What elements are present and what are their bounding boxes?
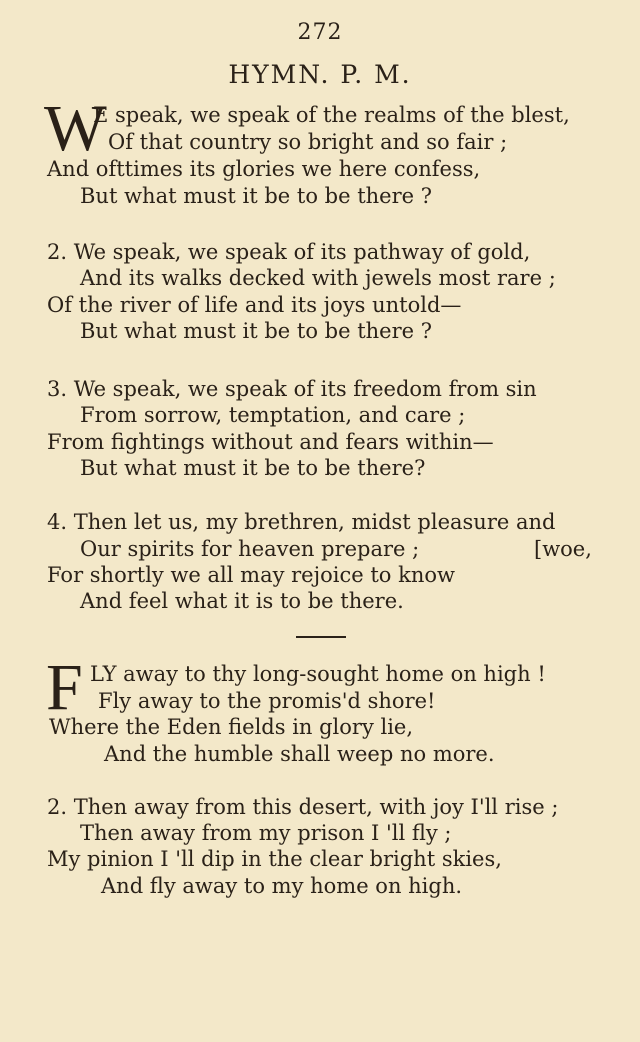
hymn-title: HYMN. P. M.: [228, 60, 412, 89]
hymn1-verse1-line3: And ofttimes its glories we here confess,: [47, 157, 481, 181]
hymn1-verse3-line4: But what must it be to be there?: [80, 456, 426, 480]
hymn1-verse1-line4: But what must it be to be there ?: [80, 184, 433, 208]
hymn1-verse2-line4: But what must it be to be there ?: [80, 319, 433, 343]
hymn1-verse3-line3: From fightings without and fears within—: [47, 430, 494, 454]
hymn2-verse2-line4: And fly away to my home on high.: [101, 874, 463, 898]
hymn2-verse2-line1: 2. Then away from this desert, with joy I'll rise ;: [47, 795, 559, 819]
hymn1-verse1-line1: E speak, we speak of the realms of the blest,: [93, 103, 570, 127]
hymn2-verse1-line4: And the humble shall weep no more.: [104, 742, 495, 766]
hymn1-verse4-line1: 4. Then let us, my brethren, midst pleasure and: [47, 510, 556, 534]
section-divider: [296, 636, 346, 638]
hymn1-verse1-line2: Of that country so bright and so fair ;: [108, 130, 508, 154]
hymn1-verse2-line2: And its walks decked with jewels most rare ;: [80, 266, 556, 290]
hymn1-verse4-line4: And feel what it is to be there.: [80, 589, 404, 613]
hymn2-verse2-line2: Then away from my prison I 'll fly ;: [80, 821, 452, 845]
hymn1-verse4-line3: For shortly we all may rejoice to know: [47, 563, 455, 587]
hymn2-verse1-line3: Where the Eden fields in glory lie,: [49, 715, 414, 739]
hymn1-verse3-line2: From sorrow, temptation, and care ;: [80, 403, 466, 427]
hymn1-verse4-line2: Our spirits for heaven prepare ;: [80, 537, 420, 561]
hymn2-verse1-line1: LY away to thy long-sought home on high !: [90, 662, 546, 686]
hymn1-verse2-line1: 2. We speak, we speak of its pathway of gold,: [47, 240, 531, 264]
drop-cap-f: F: [46, 651, 83, 724]
page-number: 272: [297, 20, 343, 45]
hymn2-verse2-line3: My pinion I 'll dip in the clear bright skies,: [47, 847, 502, 871]
hymn1-verse2-line3: Of the river of life and its joys untold—: [47, 293, 462, 317]
hymn1-verse4-turnover: [woe,: [534, 537, 592, 561]
hymn1-verse3-line1: 3. We speak, we speak of its freedom from sin: [47, 377, 537, 401]
hymn2-verse1-line2: Fly away to the promis'd shore!: [98, 689, 436, 713]
drop-cap-w: W: [44, 92, 107, 165]
